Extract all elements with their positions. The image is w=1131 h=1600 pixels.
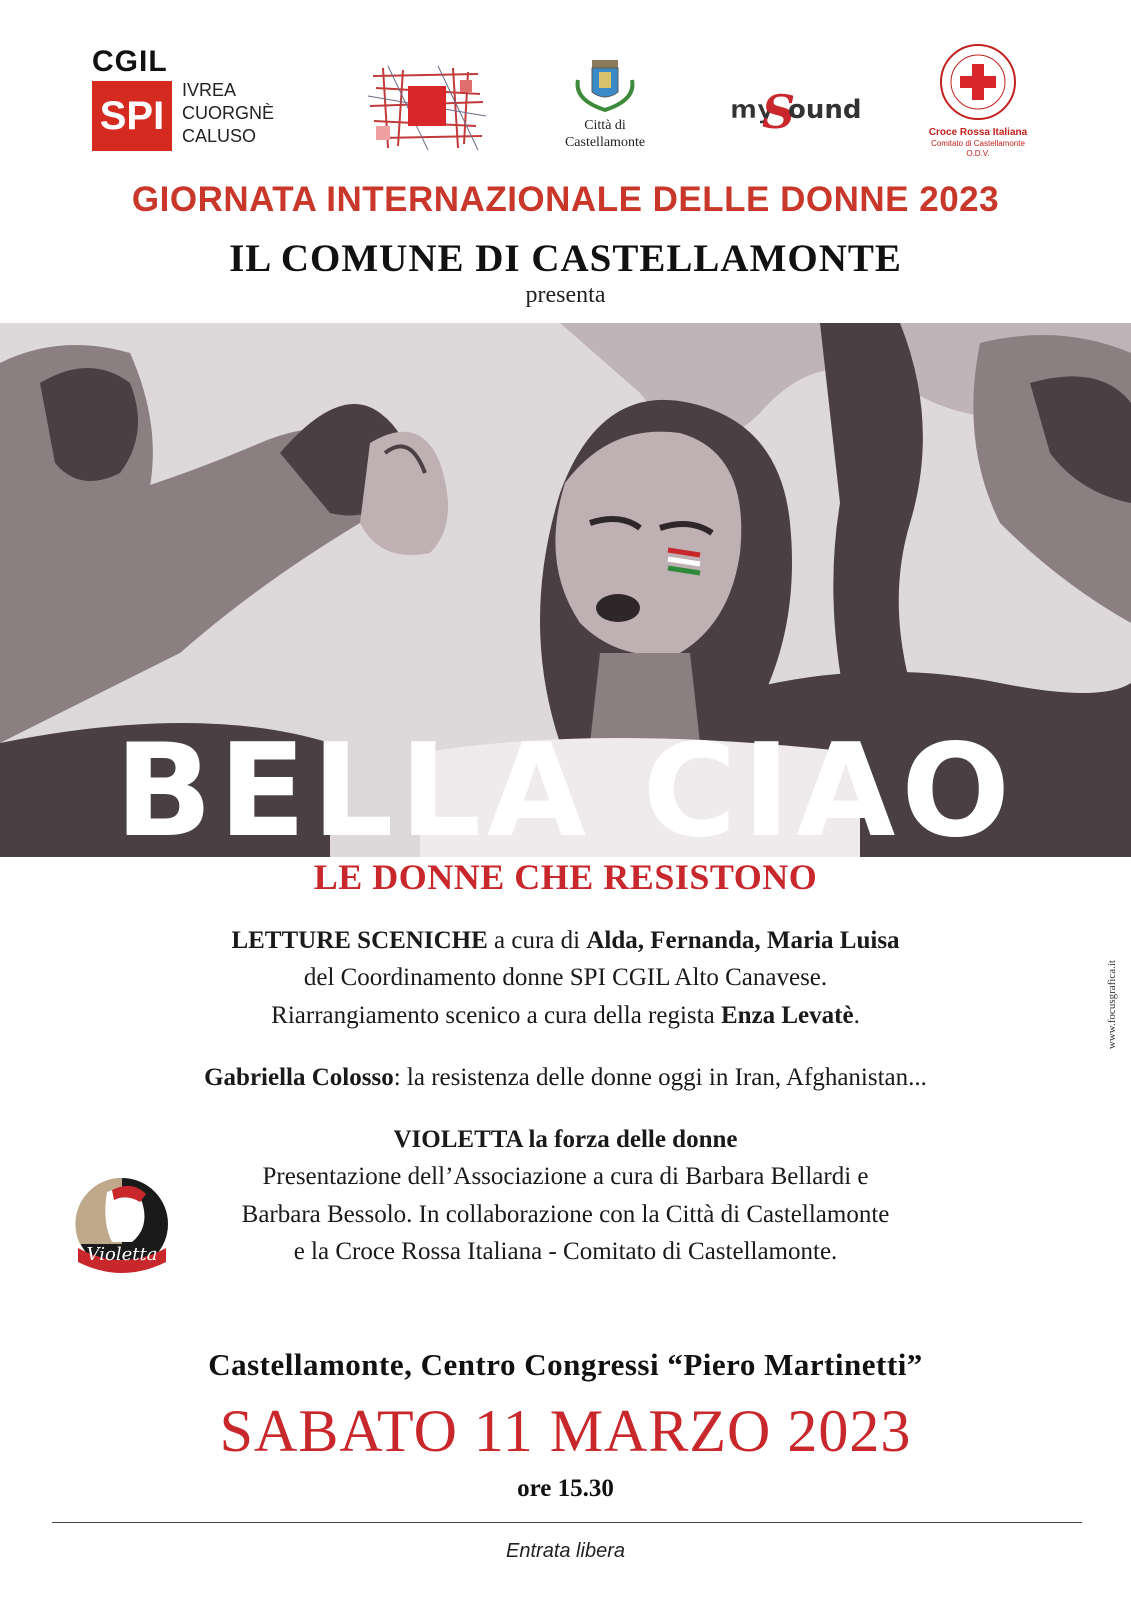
spi-box: SPI [92,81,172,151]
cgil-spi-logo [92,45,292,157]
gabriella-text: : la resistenza delle donne oggi in Iran, Afghanistan... [393,1064,927,1091]
entry-note: Entrata libera [506,1540,625,1562]
letture-line [0,926,1131,956]
event-venue: Castellamonte, Centro Congressi “Piero Martinetti” [208,1347,923,1382]
presenta-text: presenta [525,282,606,308]
city-caption-2: Castellamonte [564,135,646,150]
letture-mid: a cura di [487,927,587,954]
event-date: SABATO 11 MARZO 2023 [219,1398,912,1464]
event-headline: GIORNATA INTERNAZIONALE DELLE DONNE 2023 [131,180,1000,219]
gabriella-line [0,1063,1131,1093]
city-crest-logo [560,50,650,160]
city-crest-icon [570,50,640,112]
place-caluso: CALUSO [182,126,257,146]
violetta-logo [72,1172,172,1287]
svg-text:S: S [762,85,796,139]
divider [52,1522,1082,1523]
hero-title: BELLA CIAO [114,717,1017,866]
cri-name: Croce Rossa Italiana [928,127,1028,138]
abstract-art-logo [368,66,486,150]
comune-title: IL COMUNE DI CASTELLAMONTE [229,237,902,280]
riarr-prefix: Riarrangiamento scenico a cura della regista [271,1002,721,1029]
violetta-line-2: Barbara Bessolo. In collaborazione con la Città di Castellamonte [241,1201,890,1228]
violetta-title: VIOLETTA la forza delle donne [393,1126,738,1153]
riarr-suffix: . [853,1002,860,1029]
cgil-places [182,79,274,148]
cri-committee: Comitato di Castellamonte [931,139,1025,148]
svg-text:Violetta: Violetta [86,1244,158,1265]
riarr-name: Enza Levatè [720,1002,854,1029]
cri-odv: O.D.V. [966,149,990,158]
designer-credit: www.focusgrafica.it [1106,960,1118,1050]
event-subtitle: LE DONNE CHE RESISTONO [313,857,818,897]
place-ivrea: IVREA [182,80,237,100]
violetta-line-1: Presentazione dell’Associazione a cura di Barbara Bellardi e [262,1163,869,1190]
red-cross-icon [938,42,1018,122]
place-cuorgne: CUORGNÈ [182,103,275,123]
violetta-line-3: e la Croce Rossa Italiana - Comitato di Castellamonte. [293,1238,838,1265]
event-time: ore 15.30 [517,1475,614,1502]
mysound-logo [728,80,862,140]
svg-text:ound: ound [788,95,862,125]
letture-names: Alda, Fernanda, Maria Luisa [586,927,900,954]
croce-rossa-logo [918,42,1038,162]
svg-text:my: my [730,95,775,125]
gabriella-name: Gabriella Colosso [204,1064,394,1091]
cgil-wordmark: CGIL [92,45,168,78]
coordinamento-line: del Coordinamento donne SPI CGIL Alto Canavese. [303,964,828,991]
riarrangiamento-line [0,1001,1131,1031]
letture-label: LETTURE SCENICHE [231,927,488,954]
city-caption-1: Città di [584,118,626,133]
